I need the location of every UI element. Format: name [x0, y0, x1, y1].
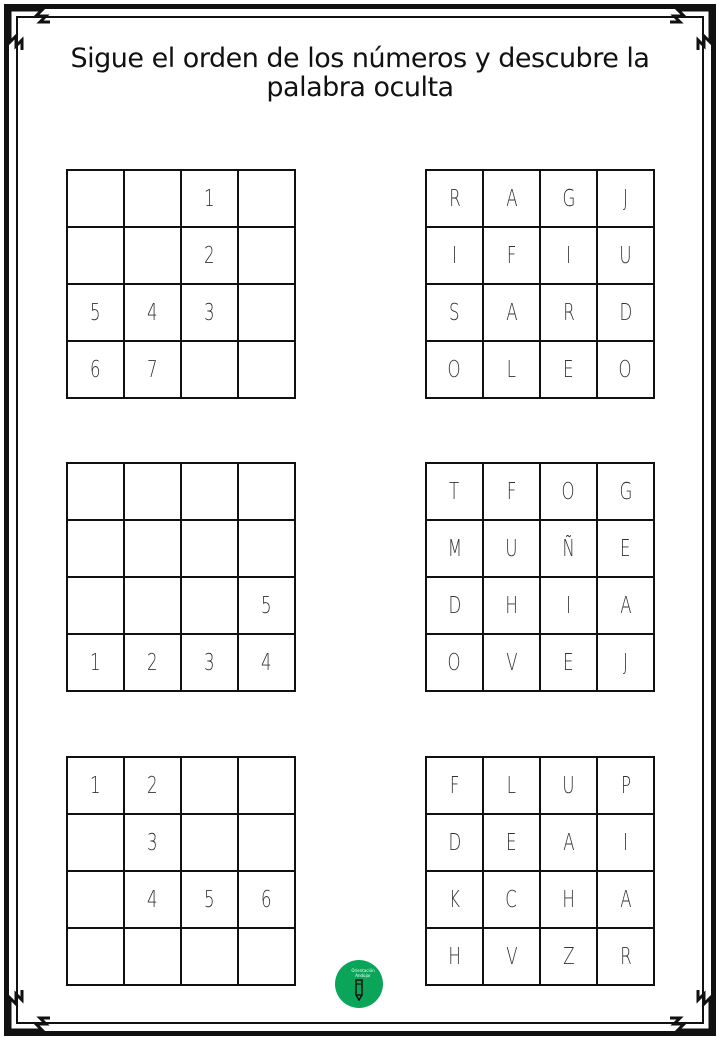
number-cell-value: 5 — [261, 592, 272, 619]
letter-cell-value: F — [506, 478, 517, 505]
letter-cell — [484, 464, 541, 521]
letter-cell — [427, 929, 484, 986]
number-cell — [239, 521, 296, 578]
letter-cell — [598, 228, 655, 285]
letter-cell-value: H — [562, 886, 575, 913]
letter-cell-value: A — [619, 886, 632, 913]
number-cell-value: 1 — [90, 649, 101, 676]
number-cell — [239, 578, 296, 635]
number-cell — [125, 285, 182, 342]
letter-cell — [541, 758, 598, 815]
number-cell — [239, 872, 296, 929]
number-cell — [239, 758, 296, 815]
number-cell — [125, 872, 182, 929]
letter-cell-value: L — [506, 356, 517, 383]
number-cell-value: 2 — [147, 649, 158, 676]
number-cell — [68, 342, 125, 399]
letter-cell — [484, 285, 541, 342]
letter-cell — [541, 635, 598, 692]
brand-logo — [335, 960, 383, 1008]
letter-cell-value: L — [506, 772, 517, 799]
number-cell — [68, 635, 125, 692]
letter-cell-value: G — [619, 478, 632, 505]
number-cell-value: 3 — [204, 649, 215, 676]
letter-cell-value: V — [505, 649, 518, 676]
number-cell — [125, 929, 182, 986]
letter-cell-value: P — [620, 772, 631, 799]
letter-cell — [541, 285, 598, 342]
number-cell — [68, 872, 125, 929]
letter-cell — [484, 342, 541, 399]
number-grid-3 — [66, 756, 296, 986]
number-cell-value: 7 — [147, 356, 158, 383]
letter-cell — [484, 929, 541, 986]
number-cell — [68, 758, 125, 815]
letter-cell-value: I — [566, 592, 571, 619]
number-cell — [182, 171, 239, 228]
number-cell — [68, 228, 125, 285]
number-cell — [182, 464, 239, 521]
number-cell — [125, 758, 182, 815]
number-cell — [239, 464, 296, 521]
letter-cell-value: Z — [562, 943, 575, 970]
letter-cell — [427, 171, 484, 228]
number-cell — [182, 758, 239, 815]
letter-cell — [484, 815, 541, 872]
number-cell — [182, 872, 239, 929]
letter-cell-value: O — [447, 649, 462, 676]
letter-cell — [598, 285, 655, 342]
letter-cell — [541, 929, 598, 986]
letter-grid-1 — [425, 169, 655, 399]
letter-cell-value: A — [562, 829, 575, 856]
number-cell-value: 1 — [90, 772, 101, 799]
letter-cell-value: V — [505, 943, 518, 970]
page-title: Sigue el orden de los números y descubre la palabra oculta — [70, 43, 650, 103]
number-cell — [68, 578, 125, 635]
letter-cell-value: A — [505, 185, 518, 212]
letter-cell — [484, 578, 541, 635]
letter-cell-value: E — [620, 535, 631, 562]
letter-cell — [484, 171, 541, 228]
number-cell — [239, 342, 296, 399]
number-cell — [68, 815, 125, 872]
number-cell — [182, 521, 239, 578]
letter-cell — [541, 872, 598, 929]
number-cell — [182, 578, 239, 635]
number-cell — [239, 285, 296, 342]
number-grid-2 — [66, 462, 296, 692]
letter-cell — [427, 872, 484, 929]
number-cell — [68, 521, 125, 578]
letter-cell — [598, 929, 655, 986]
number-cell — [182, 228, 239, 285]
corner-ornament-bottom-left — [2, 978, 62, 1038]
number-cell — [239, 171, 296, 228]
number-cell-value: 5 — [204, 886, 215, 913]
number-cell — [182, 635, 239, 692]
letter-cell-value: J — [623, 185, 628, 212]
letter-cell — [484, 758, 541, 815]
letter-cell-value: D — [448, 829, 461, 856]
number-cell-value: 4 — [261, 649, 272, 676]
letter-cell — [427, 228, 484, 285]
letter-cell-value: F — [449, 772, 460, 799]
letter-cell-value: E — [563, 356, 574, 383]
number-grid-1 — [66, 169, 296, 399]
number-cell — [68, 285, 125, 342]
letter-cell — [598, 635, 655, 692]
letter-cell — [598, 578, 655, 635]
number-cell-value: 1 — [204, 185, 215, 212]
number-cell — [182, 815, 239, 872]
letter-cell — [427, 285, 484, 342]
letter-cell-value: F — [506, 242, 517, 269]
number-cell-value: 3 — [147, 829, 158, 856]
number-cell-value: 3 — [204, 299, 215, 326]
letter-cell — [598, 342, 655, 399]
number-cell — [68, 929, 125, 986]
letter-cell-value: U — [505, 535, 518, 562]
number-cell — [125, 171, 182, 228]
letter-cell-value: S — [449, 299, 460, 326]
number-cell — [125, 635, 182, 692]
letter-cell-value: D — [619, 299, 632, 326]
letter-cell — [598, 758, 655, 815]
number-cell-value: 6 — [261, 886, 272, 913]
letter-cell — [598, 872, 655, 929]
letter-cell-value: J — [623, 649, 628, 676]
number-cell — [68, 171, 125, 228]
letter-cell-value: R — [448, 185, 461, 212]
number-cell — [182, 285, 239, 342]
letter-cell — [541, 521, 598, 578]
letter-cell-value: Ñ — [562, 535, 575, 562]
number-cell — [125, 228, 182, 285]
letter-cell-value: G — [562, 185, 575, 212]
letter-cell — [598, 171, 655, 228]
letter-cell-value: A — [619, 592, 632, 619]
letter-cell — [541, 342, 598, 399]
number-cell — [239, 228, 296, 285]
number-cell-value: 6 — [90, 356, 101, 383]
letter-cell-value: T — [449, 478, 460, 505]
number-cell-value: 4 — [147, 299, 158, 326]
letter-cell — [484, 521, 541, 578]
pencil-icon — [354, 979, 364, 1001]
number-cell — [125, 578, 182, 635]
number-cell — [125, 464, 182, 521]
number-cell — [125, 815, 182, 872]
number-cell-value: 5 — [90, 299, 101, 326]
letter-cell-value: O — [618, 356, 633, 383]
letter-cell — [541, 464, 598, 521]
letter-cell-value: E — [563, 649, 574, 676]
letter-cell-value: R — [562, 299, 575, 326]
letter-cell-value: M — [447, 535, 462, 562]
letter-cell — [427, 342, 484, 399]
number-cell-value: 4 — [147, 886, 158, 913]
number-cell — [182, 342, 239, 399]
letter-cell — [427, 578, 484, 635]
letter-cell — [541, 578, 598, 635]
letter-cell-value: I — [566, 242, 571, 269]
letter-cell-value: O — [447, 356, 462, 383]
letter-grid-3 — [425, 756, 655, 986]
letter-cell-value: U — [562, 772, 575, 799]
letter-cell-value: U — [619, 242, 632, 269]
letter-cell — [484, 228, 541, 285]
number-cell-value: 2 — [147, 772, 158, 799]
number-cell — [125, 342, 182, 399]
letter-cell-value: A — [505, 299, 518, 326]
letter-cell-value: I — [452, 242, 457, 269]
number-cell-value: 2 — [204, 242, 215, 269]
number-cell — [239, 815, 296, 872]
number-cell — [182, 929, 239, 986]
number-cell — [239, 929, 296, 986]
letter-cell — [598, 815, 655, 872]
letter-cell-value: H — [448, 943, 461, 970]
letter-cell — [598, 464, 655, 521]
letter-cell — [484, 635, 541, 692]
letter-cell-value: E — [506, 829, 517, 856]
letter-cell — [427, 758, 484, 815]
corner-ornament-bottom-right — [658, 978, 718, 1038]
logo-text: Orientación Andújar — [351, 967, 375, 978]
letter-grid-2 — [425, 462, 655, 692]
letter-cell — [427, 635, 484, 692]
letter-cell-value: R — [619, 943, 632, 970]
letter-cell — [541, 171, 598, 228]
letter-cell-value: O — [561, 478, 576, 505]
letter-cell-value: H — [505, 592, 518, 619]
letter-cell — [541, 815, 598, 872]
number-cell — [68, 464, 125, 521]
letter-cell — [427, 464, 484, 521]
letter-cell — [427, 815, 484, 872]
letter-cell — [598, 521, 655, 578]
letter-cell-value: D — [448, 592, 461, 619]
letter-cell-value: C — [505, 886, 518, 913]
number-cell — [239, 635, 296, 692]
letter-cell — [427, 521, 484, 578]
letter-cell-value: I — [623, 829, 628, 856]
number-cell — [125, 521, 182, 578]
letter-cell — [484, 872, 541, 929]
letter-cell-value: K — [449, 886, 460, 913]
letter-cell — [541, 228, 598, 285]
